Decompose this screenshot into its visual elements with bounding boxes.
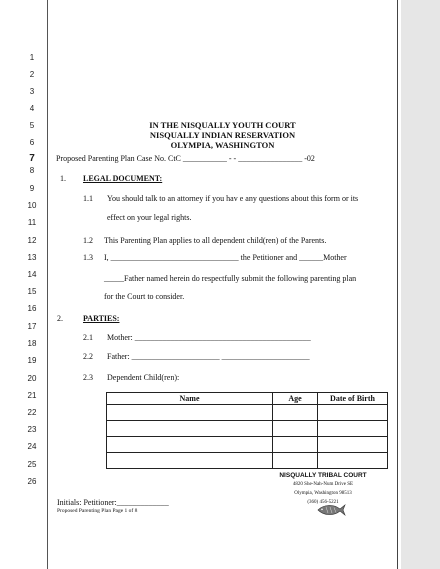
line-number: 19 (27, 356, 37, 365)
column-header: Date of Birth (318, 393, 388, 405)
scrollbar-track[interactable] (401, 0, 440, 569)
paragraph-number: 2.1 (83, 333, 93, 342)
initials-line: Initials: Petitioner:_____________ (57, 498, 169, 507)
table-header-row (107, 393, 388, 405)
paragraph-text: _____Father named herein do respectfully submit the following parenting plan (104, 274, 357, 283)
father-field: Father: ______________________ ______________________ (107, 352, 310, 361)
table-cell[interactable] (273, 405, 318, 421)
line-number: 18 (27, 339, 37, 348)
line-number: 6 (29, 138, 35, 147)
table-cell[interactable] (273, 453, 318, 469)
table-cell[interactable] (318, 405, 388, 421)
paragraph-text: for the Court to consider. (104, 292, 185, 301)
court-city: Olympia, Washington 98513 (294, 491, 352, 496)
line-number: 8 (29, 166, 35, 175)
line-number: 3 (29, 87, 35, 96)
table-cell[interactable] (107, 453, 273, 469)
right-margin-rule (397, 0, 398, 569)
table-cell[interactable] (318, 453, 388, 469)
line-number: 2 (29, 70, 35, 79)
table-cell[interactable] (273, 437, 318, 453)
table-cell[interactable] (273, 421, 318, 437)
paragraph-text: effect on your legal rights. (107, 213, 192, 222)
paragraph-number: 1.1 (83, 194, 93, 203)
line-number: 15 (27, 287, 37, 296)
table-row (107, 405, 388, 421)
table-cell[interactable] (107, 405, 273, 421)
dependent-children-label: Dependent Child(ren): (107, 373, 180, 382)
line-number: 23 (27, 425, 37, 434)
line-number: 24 (27, 442, 37, 451)
table-cell[interactable] (318, 421, 388, 437)
section-number: 2. (57, 314, 63, 323)
court-street: 4820 She-Nah-Num Drive SE (292, 482, 354, 487)
reservation-heading: NISQUALLY INDIAN RESERVATION (149, 130, 296, 140)
paragraph-number: 2.3 (83, 373, 93, 382)
line-number: 4 (29, 104, 35, 113)
location-heading: OLYMPIA, WASHINGTON (170, 140, 275, 150)
salmon-logo-icon (316, 503, 346, 517)
line-number: 14 (27, 270, 37, 279)
court-phone: (360) 456-5221 (307, 500, 339, 505)
paragraph-number: 1.3 (83, 253, 93, 262)
paragraph-text: I, ________________________________ the Petitioner and ______Mother (104, 253, 347, 262)
section-number: 1. (60, 174, 66, 183)
court-address-block (268, 472, 378, 506)
column-header: Name (107, 393, 273, 405)
page-number: Proposed Parenting Plan Page 1 of 8 (57, 508, 138, 514)
section-title: LEGAL DOCUMENT: (83, 174, 163, 183)
table-cell[interactable] (107, 437, 273, 453)
table-cell[interactable] (107, 421, 273, 437)
line-number: 20 (27, 374, 37, 383)
line-number: 7 (29, 153, 35, 164)
children-table (106, 392, 388, 469)
line-number: 26 (27, 477, 37, 486)
table-row (107, 437, 388, 453)
line-number: 16 (27, 304, 37, 313)
mother-field: Mother: ____________________________________________ (107, 333, 311, 342)
line-number-rule (47, 0, 48, 569)
line-number: 12 (27, 236, 37, 245)
line-number: 10 (27, 201, 37, 210)
column-header: Age (273, 393, 318, 405)
line-number: 9 (29, 184, 35, 193)
line-number: 1 (29, 53, 35, 62)
section-title: PARTIES: (83, 314, 120, 323)
paragraph-number: 2.2 (83, 352, 93, 361)
paragraph-number: 1.2 (83, 236, 93, 245)
court-name: NISQUALLY TRIBAL COURT (279, 472, 367, 479)
table-row (107, 453, 388, 469)
paragraph-text: This Parenting Plan applies to all dependent child(ren) of the Parents. (104, 236, 327, 245)
line-number: 13 (27, 253, 37, 262)
table-cell[interactable] (318, 437, 388, 453)
line-number: 25 (27, 460, 37, 469)
court-heading: IN THE NISQUALLY YOUTH COURT (149, 120, 296, 130)
line-number: 17 (27, 322, 37, 331)
line-number: 22 (27, 408, 37, 417)
line-number: 11 (27, 218, 37, 227)
table-row (107, 421, 388, 437)
paragraph-text: You should talk to an attorney if you hav e any questions about this form or its (107, 194, 359, 203)
line-number: 21 (27, 391, 37, 400)
line-number: 5 (29, 121, 35, 130)
case-number-line: Proposed Parenting Plan Case No. CtC ___________ - - ________________ -02 (56, 154, 315, 163)
